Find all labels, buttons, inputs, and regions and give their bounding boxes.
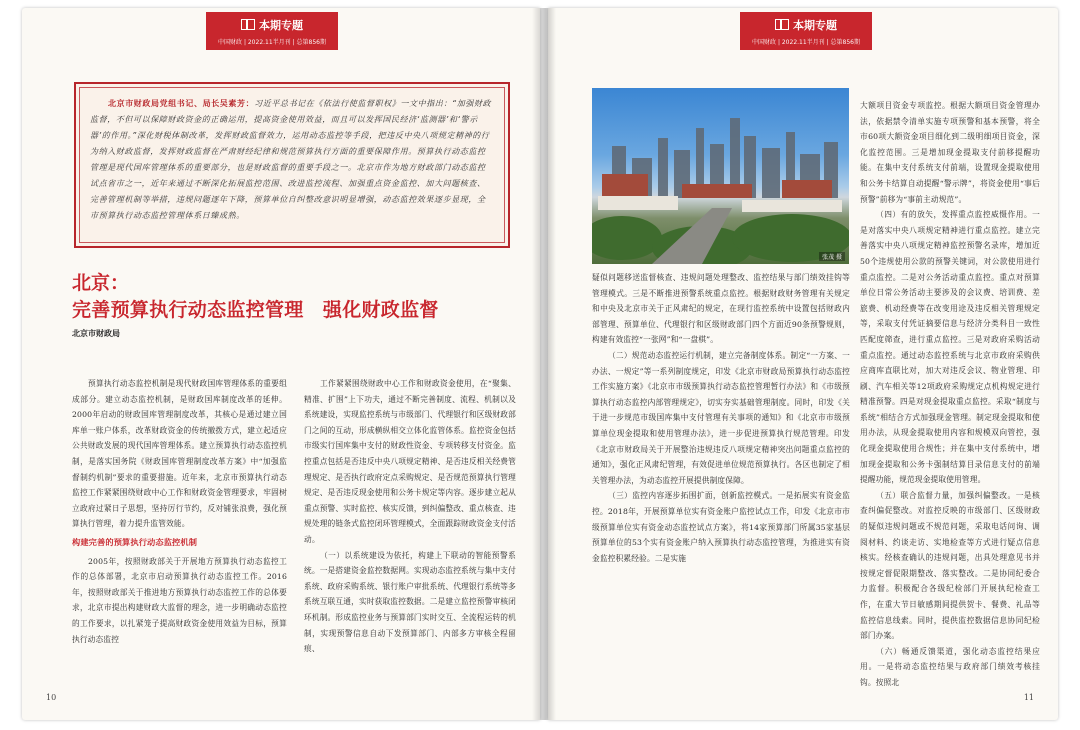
quote-speaker-label: 北京市财政局党组书记、局长吴素芳： [108, 99, 255, 108]
paragraph: 预算执行动态监控机制是现代财政国库管理体系的重要组成部分。建立动态监控机制，是财政国库制度改革的延伸。2000年启动的财政国库管理制度改革，其核心是通过建立国库单一账户体系，改革财政资金的传统撤拨方式，建立起适应公共财政发展的现代国库管理体系。建立预算执行动态监控机制，是落实国务院《财政国库管理制度改革方案》中“加强监督制约机制”要求的重要措施。近年来，北京市预算执行动态监控工作紧紧围绕财政中心工作和财政资金管理要求，牢固树立政府过紧日子思想，坚持厉行节约，反对铺张浪费，强化预算执行管理，着力提升监管效能。 [72, 379, 287, 529]
left-page-column-1 [72, 376, 287, 647]
photo-credit: 张茂 摄 [819, 252, 845, 261]
page-number-right: 11 [1023, 693, 1034, 702]
section-header-subtitle: 中国财政 | 2022.11半月刊 | 总第856期 [218, 39, 326, 46]
article-author: 北京市财政局 [72, 329, 120, 338]
paragraph: （二）规范动态监控运行机制，建立完备制度体系。制定“一方案、一办法、一规定”等一系列制度规定，印发《北京市财政局预算执行动态监控工作实施方案》《北京市市级预算执行动态监控管理暂行办法》和《市级预算执行动态监控内部管理规定》，切实夯实基础管理制度。同时，印发《关于进一步规范市级国库集中支付管理有关事项的通知》和《北京市市级预算单位现金提取和使用管理办法》，进一步促进预算执行规范管理。印发《北京市财政局关于开展整治违规违反八项规定精神突出问题重点监控的通知》，强化正风肃纪管理，有效促进单位规范预算执行。各区也制定了相关管理办法，为动态监控开展提供制度保障。 [592, 350, 850, 485]
paragraph: 大额项目资金专项监控。根据大额项目资金管理办法，依据禁令清单实施专项预警和基本预警，将全市60项大额资金项目细化到二级明细项目资金，深化监控范围。三是增加现金提取支付前移提醒功能。在集中支付系统支付前端，设置现金提取使用和公务卡结算自动提醒“警示牌”，将资金使用“事后预警”前移为“事前主动规范”。 [860, 101, 1040, 204]
paragraph: （六）畅通反馈渠道，强化动态监控结果应用。一是将动态监控结果与政府部门绩效考核挂钩。按照北 [860, 646, 1040, 687]
right-page-column-2 [860, 98, 1040, 691]
right-page-column-1 [592, 270, 850, 566]
section-header-title: 本期专题 [259, 19, 303, 32]
article-title-line1: 北京： [72, 272, 130, 294]
quote-body: 习近平总书记在《依法行使监督职权》一文中指出：“加强财政监督，不但可以保障财政资金的正确运用，提高资金使用效益，而且可以发挥国民经济‘监测器’和‘警示器’的作用。”深化财税体制改革，发挥财政监督效力，运用动态监控等手段，把违反中央八项规定精神的行为纳入财政监督，发挥财政监督在严肃财经纪律和规范预算执行方面的重要保障作用。预算执行动态监控管理是现代国库管理体系的重要部分，也是财政监督的重要手段之一。北京市作为地方财政部门动态监控试点省市之一，近年来通过不断深化拓展监控范围、改进监控流程、加强重点资金监控、加大问题核查、完善管理机制等举措，违规问题逐年下降，预算单位自纠整改意识明显增强，动态监控效果逐步显现，全市预算执行动态监控管理体系日臻成熟。 [90, 99, 492, 220]
paragraph: （四）有的放矢，发挥重点监控威慑作用。一是对落实中央八项规定精神进行重点监控。建立完善落实中央八项规定精神监控预警名录库，增加近50个违规使用公款的预警关键词，对公款使用进行重点监控。二是对公务活动重点监控。重点对预算单位日常公务活动主要涉及的会议费、培训费、差旅费、机动经费等在改变用途及违反相关管理规定等，采取支付凭证摘要信息与经济分类科目一致性匹配度筛查，进行重点监控。三是对政府采购活动重点监控。通过动态监控系统与北京市政府采购供应商库直联比对，加大对违反会议、物业管理、印刷、汽车相关等12项政府采购规定点机构规定进行精准预警。四是对现金提取重点监控。采取“制度与系统”相结合方式加强现金管理。制定现金提取和使用办法，从现金提取使用内容和规模双向管控，强化现金提取使用合规性；并在集中支付系统中，增加现金提取和公务卡强制结算目录信息支付的前端提醒功能，规范现金提取使用管理。 [860, 210, 1040, 485]
paragraph: （一）以系统建设为依托，构建上下联动的智能预警系统。一是搭建资金监控数据网。实现动态监控系统与集中支付系统、政府采购系统、银行账户审批系统、代理银行系统等多系统互联互通，实时获取监控数据。二是建立监控预警审核闭环机制。形成监控业务与预算部门实时交互、全流程运转的机制，实现预警信息自动下发预算部门、内部多方审核全程留痕、 [304, 550, 516, 654]
right-page [548, 8, 1058, 720]
page-number-left: 10 [46, 693, 57, 702]
section-heading: 构建完善的预算执行动态监控机制 [72, 536, 198, 547]
magazine-icon [241, 19, 255, 30]
magazine-icon [775, 19, 789, 30]
left-page [22, 8, 540, 720]
paragraph: 工作紧紧围绕财政中心工作和财政资金使用，在“聚集、精准、扩围”上下功夫，通过不断完善制度、流程、机制以及系统建设，实现监控系统与市级部门、代理银行和区级财政部门之间的互动，形成横纵相交立体化监管体系。监控资金包括市级实行国库集中支付的财政性资金、专项转移支付资金。监控重点包括是否违反中央八项规定精神、是否违反相关经费管理规定、是否执行政府定点采购规定、是否规范预算执行管理规定、是否违反现金使用和公务卡规定等内容。逐步建立起从重点预警、实时监控、核实反馈，到纠偏整改、重点核查、违规处理的链条式监控闭环管理模式，全面跟踪财政资金支付活动。 [304, 379, 516, 544]
paragraph: 2005年，按照财政部关于开展地方预算执行动态监控工作的总体部署，北京市启动预算执行动态监控工作。2016年，按照财政部关于推进地方预算执行动态监控工作的总体要求，北京市提出构建财政大监督的理念，进一步明确动态监控的工作要求，以扎紧笼子提高财政资金使用效益为目标，预算执行动态监控 [72, 556, 287, 644]
paragraph: 疑似问题移送监督核查、违规问题处理整改、监控结果与部门绩效挂钩等管理模式。三是不断推进预警系统重点监控。根据财政财务管理有关规定和中央及北京市关于正风肃纪的规定，在现行监控系统中设置包括财政内部管理、预算单位、代理银行和区级财政部门四个方面近90条预警规则，构建有效监控“一张网”和“一盘棋”。 [592, 273, 850, 345]
section-header-title: 本期专题 [793, 19, 837, 32]
city-skyline-photo [592, 88, 849, 264]
section-header-subtitle: 中国财政 | 2022.11半月刊 | 总第856期 [752, 39, 860, 46]
article-title-line2: 完善预算执行动态监控管理 强化财政监督 [72, 299, 439, 321]
skyline-illustration [592, 88, 849, 264]
paragraph: （三）监控内容逐步拓围扩面，创新监控模式。一是拓展实有资金监控。2018年，开展预算单位实有资金账户监控试点工作，印发《北京市市级预算单位实有资金动态监控试点方案》，将14家预算部门所属35家基层预算单位的53个实有资金账户纳入预算执行动态监控管理，为推进实有资金监控积累经验。二是实施 [592, 491, 850, 563]
section-header [206, 12, 338, 50]
section-header [740, 12, 872, 50]
article-title [72, 270, 512, 324]
left-page-column-2 [304, 376, 516, 657]
leader-quote-box [74, 82, 510, 248]
paragraph: （五）联合监督力量，加强纠偏整改。一是核查纠偏促整改。对监控反映的市级部门、区级财政的疑似违规问题或不规范问题，采取电话问询、调阅材料、约谈走访、实地检查等方式进行疑点信息核实。经核查确认的违规问题，出具处理意见书并按规定督促限期整改、落实整改。二是协同纪委合力监督。积极配合各级纪检部门开展执纪检查工作，在重大节日敏感期间提供贺卡、餐费、礼品等监控信息线索。同时，提供监控数据信息协同纪检部门办案。 [860, 490, 1040, 641]
